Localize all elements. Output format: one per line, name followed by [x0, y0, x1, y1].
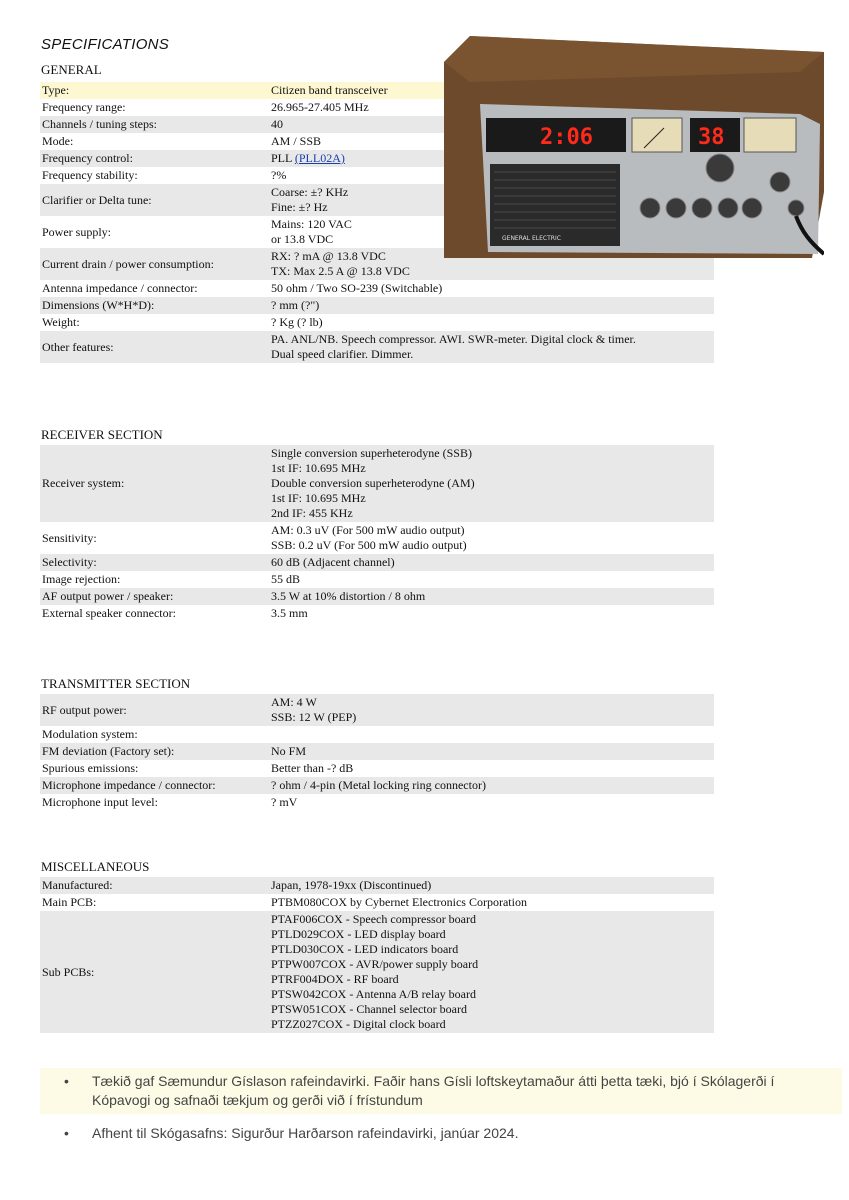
spec-label: FM deviation (Factory set): [40, 743, 269, 760]
spec-value-line [271, 710, 712, 725]
spec-value-text: TX: Max 2.5 A @ 13.8 VDC [271, 264, 410, 278]
spec-label: Power supply: [42, 224, 111, 239]
spec-value-line [271, 744, 712, 759]
spec-value-text: ? ohm / 4-pin (Metal locking ring connector) [271, 778, 486, 792]
spec-value-text: SSB: 12 W (PEP) [271, 710, 357, 724]
spec-value-text: RX: ? mA @ 13.8 VDC [271, 249, 386, 263]
section-title-misc: MISCELLANEOUS [41, 859, 150, 874]
spec-value-text: PTLD030COX - LED indicators board [271, 942, 459, 956]
spec-label: RF output power: [40, 694, 269, 726]
spec-value [269, 522, 714, 554]
spec-value-line [271, 895, 712, 910]
spec-value-text: AM: 4 W [271, 695, 317, 709]
spec-value [269, 445, 714, 522]
spec-value-line [271, 572, 712, 587]
spec-row [40, 877, 714, 894]
spec-label: Spurious emissions: [42, 761, 139, 775]
spec-value [269, 605, 714, 622]
spec-value-text: 1st IF: 10.695 MHz [271, 491, 366, 505]
note-item [40, 1120, 842, 1147]
note-text: Afhent til Skógasafns: Sigurður Harðarson rafeindavirki, janúar 2024. [92, 1125, 519, 1141]
spec-value-text: Dual speed clarifier. Dimmer. [271, 347, 414, 361]
spec-row [40, 522, 714, 554]
pll-link[interactable]: (PLL02A) [294, 151, 345, 165]
spec-label: AF output power / speaker: [40, 588, 269, 605]
spec-value-line [271, 332, 712, 347]
spec-value-text: 55 dB [271, 572, 301, 586]
spec-row [40, 588, 714, 605]
spec-value-text: 1st IF: 10.695 MHz [271, 461, 366, 475]
spec-label: Receiver system: [40, 445, 269, 522]
specifications-heading: SPECIFICATIONS [41, 36, 170, 53]
spec-value-line [271, 1002, 712, 1017]
spec-value-line [271, 957, 712, 972]
bullet-icon: • [64, 1073, 69, 1089]
spec-row [40, 554, 714, 571]
spec-value-text: or 13.8 VDC [271, 232, 334, 246]
spec-value-text: AM: 0.3 uV (For 500 mW audio output) [271, 523, 465, 537]
spec-label: Dimensions (W*H*D): [40, 297, 269, 314]
spec-row [40, 605, 714, 622]
spec-value [269, 777, 714, 794]
spec-label: Frequency stability: [42, 168, 138, 182]
section-title-receiver: RECEIVER SECTION [41, 427, 163, 442]
spec-value-line [271, 761, 712, 776]
spec-value-text: Double conversion superheterodyne (AM) [271, 476, 475, 490]
spec-label: Other features: [40, 331, 269, 363]
spec-value-text: ? mV [271, 795, 298, 809]
spec-label: Manufactured: [40, 877, 269, 894]
spec-value-line [271, 695, 712, 710]
spec-value-text: PTLD029COX - LED display board [271, 927, 446, 941]
spec-label: Modulation system: [42, 727, 138, 741]
spec-row [40, 694, 714, 726]
spec-value-line [271, 264, 712, 279]
spec-value-line [271, 538, 712, 553]
spec-value-line [271, 476, 712, 491]
spec-value [269, 588, 714, 605]
spec-value [269, 297, 714, 314]
spec-label: Image rejection: [42, 572, 121, 586]
spec-row [40, 445, 714, 522]
spec-value-line [271, 927, 712, 942]
spec-value-text: 26.965-27.405 MHz [271, 100, 369, 114]
spec-label: Selectivity: [40, 554, 269, 571]
spec-value-text: 50 ohm / Two SO-239 (Switchable) [271, 281, 443, 295]
spec-value-text: PTZZ027COX - Digital clock board [271, 1017, 446, 1031]
spec-value-text: 2nd IF: 455 KHz [271, 506, 353, 520]
spec-row [40, 777, 714, 794]
spec-value-text: SSB: 0.2 uV (For 500 mW audio output) [271, 538, 467, 552]
section-title-transmitter: TRANSMITTER SECTION [41, 676, 191, 691]
spec-label: Current drain / power consumption: [40, 248, 269, 280]
spec-row [40, 314, 714, 331]
spec-value-text: PA. ANL/NB. Speech compressor. AWI. SWR-meter. Digital clock & timer. [271, 332, 636, 346]
spec-value-line [271, 987, 712, 1002]
note-item [40, 1068, 842, 1114]
spec-value-line [271, 1017, 712, 1032]
spec-value [269, 894, 714, 911]
spec-value-line [271, 506, 712, 521]
spec-row [40, 331, 714, 363]
spec-value [269, 726, 714, 743]
spec-row [40, 794, 714, 811]
bullet-icon: • [64, 1125, 69, 1141]
spec-value [269, 760, 714, 777]
spec-value-line [271, 315, 712, 330]
spec-row [40, 760, 714, 777]
spec-value [269, 331, 714, 363]
note-text: Tækið gaf Sæmundur Gíslason rafeindavirki. Faðir hans Gísli loftskeytamaður átti þetta tæki, bjó í Skólagerði í Kópavogi og safnaði tækjum og gerði við í frístundum [92, 1073, 775, 1108]
spec-value-text: 3.5 mm [271, 606, 308, 620]
spec-value-line [271, 446, 712, 461]
spec-value-text: Single conversion superheterodyne (SSB) [271, 446, 472, 460]
spec-row [40, 911, 714, 1033]
receiver-spec-table [40, 445, 714, 622]
spec-value-text: 3.5 W at 10% distortion / 8 ohm [271, 589, 426, 603]
radio-photo [440, 32, 824, 258]
spec-value-line [271, 972, 712, 987]
spec-value-text: ? Kg (? lb) [271, 315, 323, 329]
spec-value-line [271, 491, 712, 506]
spec-value [269, 794, 714, 811]
spec-value-text: Fine: ±? Hz [271, 200, 328, 214]
spec-value-text: PTBM080COX by Cybernet Electronics Corporation [271, 895, 527, 909]
spec-label: Sub PCBs: [40, 911, 269, 1033]
spec-value-text: PTAF006COX - Speech compressor board [271, 912, 477, 926]
spec-value-text: Coarse: ±? KHz [271, 185, 349, 199]
spec-value-text: 40 [271, 117, 283, 131]
brand-label: GENERAL ELECTRIC [502, 235, 561, 242]
spec-row [40, 571, 714, 588]
spec-value [269, 571, 714, 588]
clock-display: 2:06 [540, 125, 593, 150]
spec-label: Sensitivity: [42, 530, 97, 545]
spec-value-text: Japan, 1978-19xx (Discontinued) [271, 878, 432, 892]
transmitter-spec-table [40, 694, 714, 811]
spec-value-text: ? mm (?") [271, 298, 320, 312]
spec-value-text: Mains: 120 VAC [271, 217, 352, 231]
spec-value [269, 280, 714, 297]
spec-value-text: Citizen band transceiver [271, 83, 388, 97]
spec-row [40, 726, 714, 743]
spec-value-line [271, 778, 712, 793]
spec-value [269, 877, 714, 894]
spec-row [40, 894, 714, 911]
channel-display: 38 [698, 125, 725, 150]
spec-value [269, 554, 714, 571]
spec-label: Mode: [42, 134, 74, 148]
spec-label: External speaker connector: [42, 606, 176, 620]
spec-label: Weight: [42, 315, 80, 329]
section-title-general: GENERAL [41, 62, 102, 77]
spec-label: Frequency control: [40, 150, 269, 167]
spec-value-line [271, 461, 712, 476]
spec-value-line [271, 795, 712, 810]
spec-value-line [271, 589, 712, 604]
spec-value-text: Better than -? dB [271, 761, 354, 775]
swr-meter [744, 118, 796, 152]
spec-label: Main PCB: [42, 895, 97, 909]
misc-spec-table [40, 877, 714, 1033]
spec-value-text: PTPW007COX - AVR/power supply board [271, 957, 479, 971]
spec-value-text: ?% [271, 168, 287, 182]
spec-value-line [271, 298, 712, 313]
spec-row [40, 297, 714, 314]
spec-value-text: PTSW051COX - Channel selector board [271, 1002, 467, 1016]
spec-label: Type: [40, 82, 269, 99]
spec-value-text: PTRF004DOX - RF board [271, 972, 399, 986]
spec-value-text: 60 dB (Adjacent channel) [271, 555, 395, 569]
spec-label: Microphone input level: [42, 795, 158, 809]
spec-value [269, 911, 714, 1033]
spec-value-line [271, 878, 712, 893]
spec-label: Microphone impedance / connector: [40, 777, 269, 794]
spec-value [269, 694, 714, 726]
spec-value-line [271, 523, 712, 538]
spec-value-line [271, 942, 712, 957]
spec-label: Frequency range: [42, 100, 126, 114]
spec-value-line [271, 912, 712, 927]
spec-row [40, 280, 714, 297]
spec-value-line [271, 606, 712, 621]
spec-value [269, 314, 714, 331]
spec-value-text: No FM [271, 744, 307, 758]
spec-label: Clarifier or Delta tune: [40, 184, 269, 216]
spec-label: Antenna impedance / connector: [42, 281, 198, 295]
spec-value [269, 743, 714, 760]
speaker-grille [490, 164, 620, 246]
spec-value-text: AM / SSB [271, 134, 322, 148]
spec-value-line [271, 555, 712, 570]
spec-label: Channels / tuning steps: [40, 116, 269, 133]
spec-value-line [271, 347, 712, 362]
notes-list [40, 1068, 842, 1153]
spec-value-line [271, 281, 712, 296]
spec-row [40, 743, 714, 760]
spec-value-text: PTSW042COX - Antenna A/B relay board [271, 987, 476, 1001]
spec-value-text: PLL [271, 151, 295, 165]
